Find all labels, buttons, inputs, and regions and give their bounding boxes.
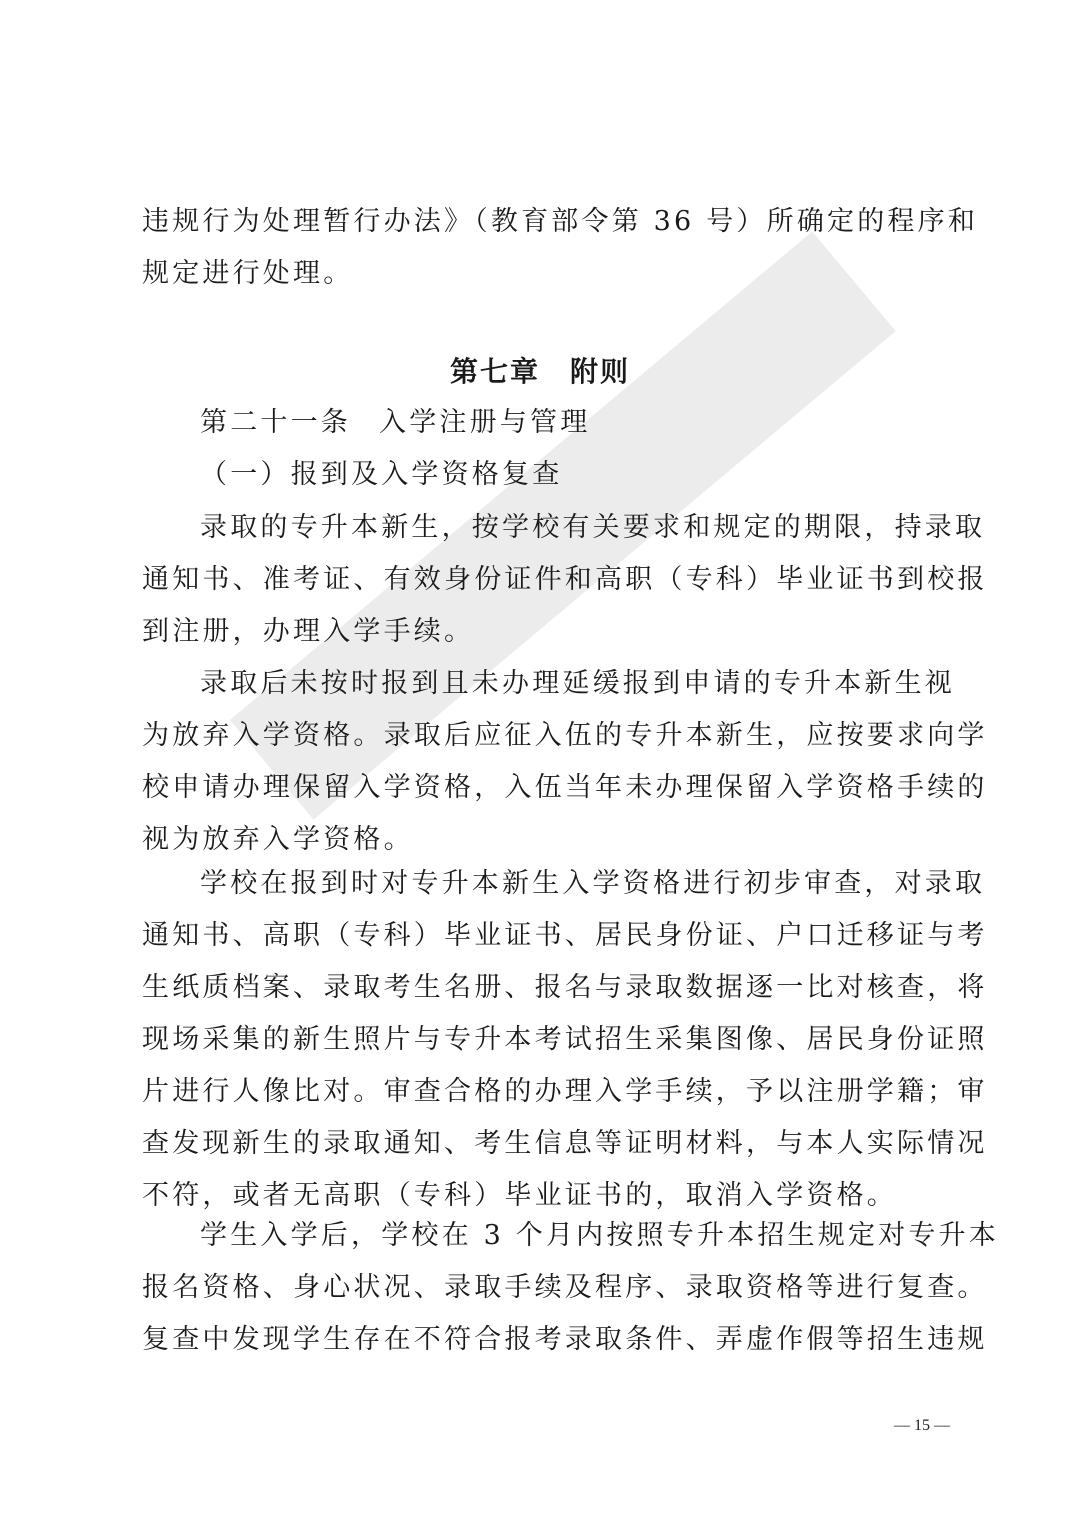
paragraph-line: 通知书、高职（专科）毕业证书、居民身份证、户口迁移证与考 <box>142 920 988 951</box>
paragraph-line: 为放弃入学资格。录取后应征入伍的专升本新生，应按要求向学 <box>142 720 988 751</box>
chapter-heading <box>0 350 1080 390</box>
paragraph-line: 通知书、准考证、有效身份证件和高职（专科）毕业证书到校报 <box>142 564 988 595</box>
section-heading: （一）报到及入学资格复查 <box>200 459 563 490</box>
paragraph-1 <box>142 502 988 658</box>
paragraph-line: 学生入学后，学校在 3 个月内按照专升本招生规定对专升本 <box>200 1220 999 1251</box>
paragraph-line: 视为放弃入学资格。 <box>142 824 414 855</box>
paragraph-4 <box>142 1210 999 1366</box>
article-number: 第二十一条 <box>200 407 351 438</box>
paragraph-line: 校申请办理保留入学资格，入伍当年未办理保留入学资格手续的 <box>142 772 988 803</box>
paragraph-line: 到注册，办理入学手续。 <box>142 616 475 647</box>
paragraph-line: 现场采集的新生照片与专升本考试招生采集图像、居民身份证照 <box>142 1024 988 1055</box>
paragraph-line: 报名资格、身心状况、录取手续及程序、录取资格等进行复查。 <box>142 1272 988 1303</box>
article-heading <box>200 400 590 439</box>
intro-paragraph <box>142 196 979 300</box>
intro-line: 违规行为处理暂行办法》（教育部令第 36 号）所确定的程序和 <box>142 206 979 237</box>
article-title: 入学注册与管理 <box>379 407 591 438</box>
paragraph-line: 查发现新生的录取通知、考生信息等证明材料，与本人实际情况 <box>142 1128 988 1159</box>
paragraph-2 <box>142 658 988 866</box>
paragraph-line: 学校在报到时对专升本新生入学资格进行初步审查，对录取 <box>200 868 986 899</box>
paragraph-line: 录取后未按时报到且未办理延缓报到申请的专升本新生视 <box>200 668 955 699</box>
paragraph-line: 复查中发现学生存在不符合报考录取条件、弄虚作假等招生违规 <box>142 1324 988 1355</box>
paragraph-line: 生纸质档案、录取考生名册、报名与录取数据逐一比对核查，将 <box>142 972 988 1003</box>
chapter-title: 附则 <box>570 355 631 388</box>
paragraph-line: 不符，或者无高职（专科）毕业证书的，取消入学资格。 <box>142 1180 897 1211</box>
paragraph-line: 录取的专升本新生，按学校有关要求和规定的期限，持录取 <box>200 512 986 543</box>
chapter-number: 第七章 <box>449 355 540 388</box>
paragraph-3 <box>142 858 988 1222</box>
page-number: — 15 — <box>894 1417 950 1434</box>
intro-line: 规定进行处理。 <box>142 258 354 289</box>
paragraph-line: 片进行人像比对。审查合格的办理入学手续，予以注册学籍；审 <box>142 1076 988 1107</box>
